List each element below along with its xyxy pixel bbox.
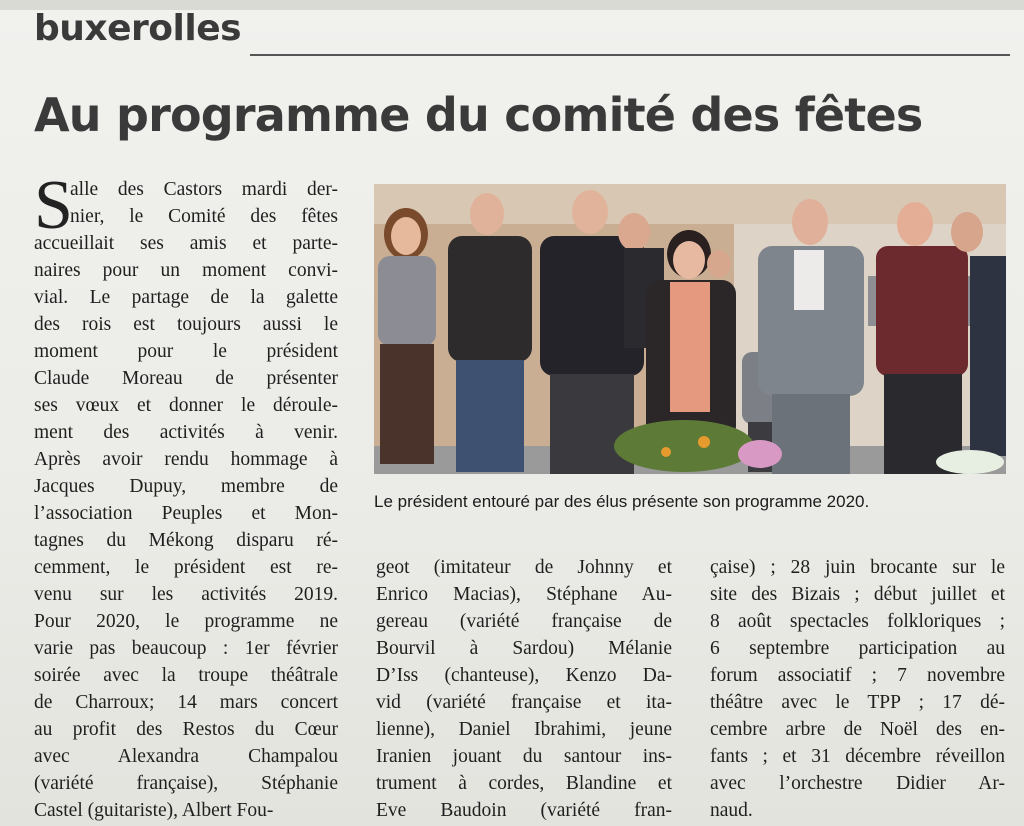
text-line: théâtre avec le TPP ; 17 dé-: [710, 692, 1005, 713]
article-column-2: [376, 554, 672, 824]
text-line: accueillait ses amis et parte-: [34, 233, 338, 254]
text-line: Eve Baudoin (variété fran-: [376, 800, 672, 821]
text-line: lienne), Daniel Ibrahimi, jeune: [376, 719, 672, 740]
text-line: cemment, le président est re-: [34, 557, 338, 578]
text-line: venu sur les activités 2019.: [34, 584, 338, 605]
text-line: ment des activités à venir.: [34, 422, 338, 443]
photo-caption: Le président entouré par des élus présente son programme 2020.: [374, 492, 870, 511]
article-column-1: [34, 167, 338, 824]
text-line: nier, le Comité des fêtes: [70, 206, 338, 227]
text-line: naires pour un moment convi-: [34, 260, 338, 281]
text-line: site des Bizais ; début juillet et: [710, 584, 1005, 605]
text-line: 6 septembre participation au: [710, 638, 1005, 659]
section-rule: [250, 54, 1010, 56]
text-line: (variété française), Stéphanie: [34, 773, 338, 794]
text-line: naud.: [710, 800, 753, 821]
article-photo: [374, 184, 1006, 474]
text-line: des rois est toujours aussi le: [34, 314, 338, 335]
text-line: trument à cordes, Blandine et: [376, 773, 672, 794]
text-line: vial. Le partage de la galette: [34, 287, 338, 308]
drop-cap: S: [34, 167, 73, 244]
text-line: çaise) ; 28 juin brocante sur le: [710, 557, 1005, 578]
article-column-3: [710, 554, 1005, 824]
text-line: avec Alexandra Champalou: [34, 746, 338, 767]
text-line: alle des Castors mardi der-: [70, 179, 338, 200]
text-line: Iranien jouant du santour ins-: [376, 746, 672, 767]
text-line: forum associatif ; 7 novembre: [710, 665, 1005, 686]
text-line: varie pas beaucoup : 1er février: [34, 638, 338, 659]
text-line: de Charroux; 14 mars concert: [34, 692, 338, 713]
text-line: fants ; et 31 décembre réveillon: [710, 746, 1005, 767]
text-line: tagnes du Mékong disparu ré-: [34, 530, 338, 551]
text-line: Claude Moreau de présenter: [34, 368, 338, 389]
text-line: moment pour le président: [34, 341, 338, 362]
text-line: Après avoir rendu hommage à: [34, 449, 338, 470]
photo-illustration: [374, 184, 1006, 474]
text-line: Enrico Macias), Stéphane Au-: [376, 584, 672, 605]
text-line: Jacques Dupuy, membre de: [34, 476, 338, 497]
text-line: geot (imitateur de Johnny et: [376, 557, 672, 578]
text-line: Pour 2020, le programme ne: [34, 611, 338, 632]
text-line: au profit des Restos du Cœur: [34, 719, 338, 740]
text-line: ses vœux et donner le déroule-: [34, 395, 338, 416]
text-line: vid (variété française et ita-: [376, 692, 672, 713]
text-line: Bourvil à Sardou) Mélanie: [376, 638, 672, 659]
text-line: l’association Peuples et Mon-: [34, 503, 338, 524]
text-line: avec l’orchestre Didier Ar-: [710, 773, 1005, 794]
text-line: soirée avec la troupe théâtrale: [34, 665, 338, 686]
article-headline: Au programme du comité des fêtes: [34, 88, 923, 142]
text-line: 8 août spectacles folkloriques ;: [710, 611, 1005, 632]
text-line: cembre arbre de Noël des en-: [710, 719, 1005, 740]
section-label: buxerolles: [34, 8, 242, 49]
text-line: gereau (variété française de: [376, 611, 672, 632]
text-line: D’Iss (chanteuse), Kenzo Da-: [376, 665, 672, 686]
text-line: Castel (guitariste), Albert Fou-: [34, 800, 274, 821]
